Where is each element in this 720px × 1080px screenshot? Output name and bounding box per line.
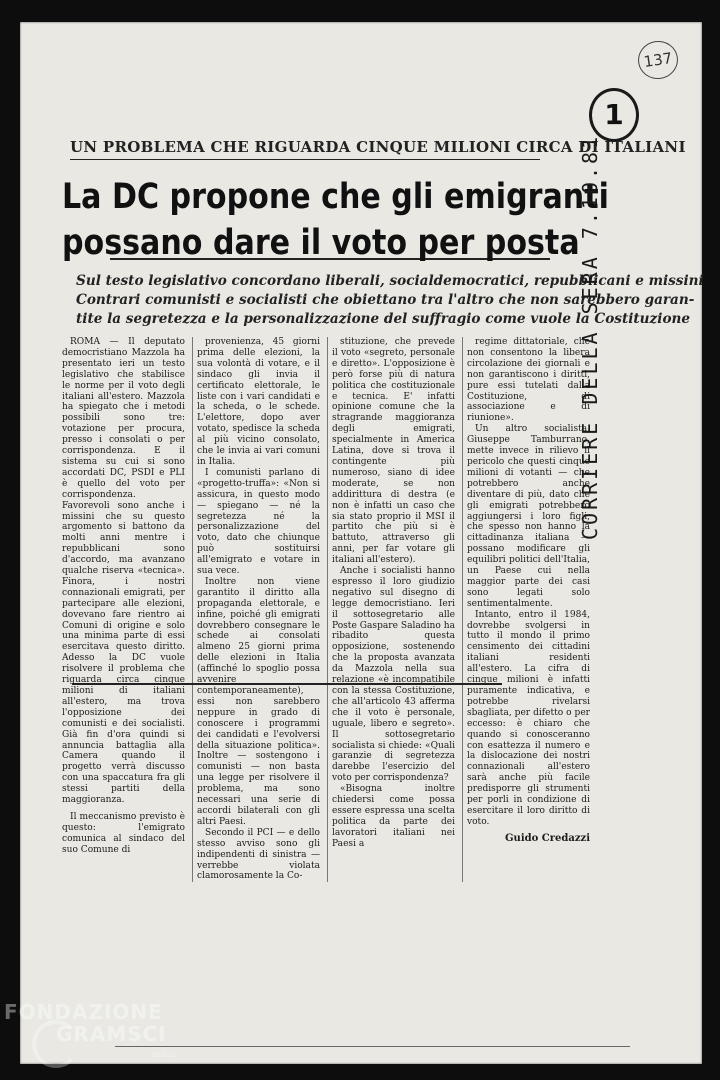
watermark-line-1: FONDAZIONE [4, 1000, 163, 1024]
article-body [62, 337, 590, 882]
circled-number-annotation: 1 [589, 88, 639, 142]
paragraph: «Bisogna inoltre chiedersi come possa essere espressa una scelta politica da parte dei lavoratori italiani nei Paesi a [332, 784, 455, 849]
watermark-line-3: onlus [152, 1050, 177, 1060]
article-headline [62, 174, 609, 266]
paragraph: Anche i socialisti hanno espresso il loro giudizio negativo sul disegno di legge democristiano. Ieri il sottosegretario alle Poste Gaspare Saladino ha ribadito questa opposizione, sostenendo che la proposta avanzata da Mazzola nella sua relazione «è incompatibile con la stessa Costituzione, che all'articolo 43 afferma che il voto è personale, uguale, libero e segreto». Il sottosegretario socialista si chiede: «Quali garanzie di segretezza darebbe l'esercizio del voto per corrispondenza? [332, 566, 455, 784]
gramsci-logo-icon [32, 1020, 80, 1068]
paragraph: regime dittatoriale, che non consentono la libera circolazione dei giornali e non garantiscono i diritti, pure essi tutelati dalla Costituzione, di associazione e di riunione». [467, 337, 590, 424]
archive-watermark [4, 1000, 176, 1060]
page-number-annotation: 137 [636, 38, 681, 81]
paragraph: provenienza, 45 giorni prima delle elezioni, la sua volontà di votare, e il sindaco gli invia il certificato elettorale, le liste con i vari candidati e la scheda, o le schede. L'elettore, dopo aver votato, spedisce la scheda al più vicino consolato, che le invia ai vari comuni in Italia. [197, 337, 320, 467]
headline-line-2: possano dare il voto per posta [62, 223, 580, 263]
headline-line-1: La DC propone che gli emigranti [62, 177, 609, 217]
article-column-4 [462, 337, 590, 882]
article-column-1 [62, 337, 185, 882]
paragraph: Il meccanismo previsto è questo: l'emigrato comunica al sindaco del suo Comune di [62, 811, 185, 855]
paragraph: stituzione, che prevede il voto «segreto, personale e diretto». L'opposizione è però forse più di natura politica che costituzionale e tecnica. E' infatti opinione comune che la stragrande maggioranza degli emigrati, specialmente in America Latina, dove si trova il contingente più numeroso, siano di idee moderate, se non addirittura di destra (e non è infatti un caso che sia stato proprio il MSI il partito che più si è battuto, attraverso gli anni, per far votare gli italiani all'estero). [332, 337, 455, 566]
article-column-3 [327, 337, 455, 882]
article-kicker: UN PROBLEMA CHE RIGUARDA CINQUE MILIONI CIRCA DI ITALIANI [70, 138, 540, 160]
handwritten-source-note: CORRIERE DELLA SERA 7.10.81 [578, 133, 602, 540]
article-column-2 [192, 337, 320, 882]
paragraph: I comunisti parlano di «progetto-truffa»: «Non si assicura, in questo modo — spiegano — né la segretezza né la personalizzazione del voto, dato che chiunque può sostituirsi all'emigrato e votare in sua vece. [197, 467, 320, 577]
clipping-bottom-rule [72, 683, 502, 685]
paragraph: Un altro socialista, Giuseppe Tamburrano, mette invece in rilievo il pericolo che questi cinque milioni di votanti — che potrebbero anche diventare di più, dato che gli emigrati potrebbero aggiungersi i loro figli, che spesso non hanno la cittadinanza italiana — possano modificare gli equilibri politici dell'Italia, un Paese cui nella maggior parte dei casi sono legati solo sentimentalmente. [467, 424, 590, 609]
article-subhead [76, 272, 704, 329]
paragraph: Intanto, entro il 1984, dovrebbe svolgersi in tutto il mondo il primo censimento dei cittadini italiani residenti all'estero. La cifra di cinque milioni è infatti puramente indicativa, e potrebbe rivelarsi sbagliata, per difetto o per eccesso: è chiaro che quando si conosceranno con esattezza il numero e la dislocazione dei nostri connazionali all'estero sarà anche più facile predisporre gli strumenti per porli in condizione di esercitare il loro diritto di voto. [467, 609, 590, 827]
subhead-line-1: Sul testo legislativo concordano liberali, socialdemocratici, repubblicani e missini [76, 273, 704, 289]
article-byline: Guido Credazzi [505, 832, 590, 844]
paragraph: Secondo il PCI — e dello stesso avviso sono gli indipendenti di sinistra — verrebbe violata clamorosamente la Co- [197, 827, 320, 882]
watermark-line-2: GRAMSCI [56, 1022, 167, 1046]
subhead-line-3: tite la segretezza e la personalizzazione del suffragio come vuole la Costituzione [76, 311, 691, 327]
paragraph: Inoltre non viene garantito il diritto alla propaganda elettorale, e infine, poiché gli emigrati dovrebbero consegnare le schede ai consolati almeno 25 giorni prima delle elezioni in Italia (affinché lo spoglio possa avvenire contemporaneamente), essi non sarebbero neppure in grado di conoscere i programmi dei candidati e l'evolversi della situazione politica». Inoltre — sostengono i comunisti — non basta una legge per risolvere il problema, ma sono necessari una serie di accordi bilaterali con gli altri Paesi. [197, 576, 320, 827]
subhead-line-2: Contrari comunisti e socialisti che obiettano tra l'altro che non sarebbero garan- [76, 292, 695, 308]
sheet-bottom-line [115, 1046, 630, 1047]
paragraph: ROMA — Il deputato democristiano Mazzola ha presentato ieri un testo legislativo che stabilisce le norme per il voto degli italiani all'estero. Mazzola ha spiegato che i metodi possibili sono tre: votazione per procura, presso i consolati o per corrispondenza. E il sistema su cui si sono accordati DC, PSDI e PLI è quello del voto per corrispondenza. Favorevoli sono anche i missini che su questo argomento si battono da molti anni mentre i repubblicani sono d'accordo, ma avanzano qualche riserva «tecnica». Finora, i nostri connazionali emigrati, per partecipare alle elezioni, dovevano fare rientro ai Comuni di origine e solo una minima parte di essi esercitava questo diritto. Adesso la DC vuole risolvere il problema che riguarda circa cinque milioni di italiani all'estero, ma trova l'opposizione dei comunisti e dei socialisti. Già fin d'ora quindi si annuncia battaglia alla Camera quando il progetto verrà discusso con una spaccatura fra gli stessi partiti della maggioranza. [62, 337, 185, 806]
